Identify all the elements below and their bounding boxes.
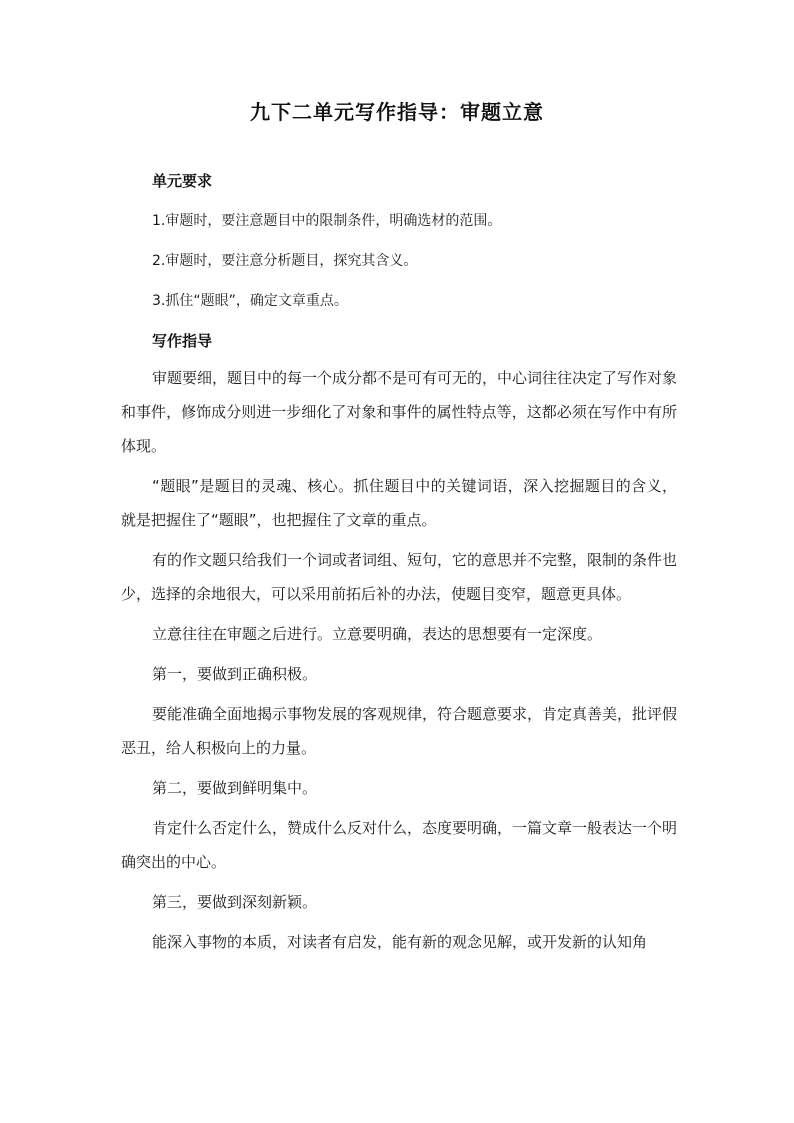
section-heading-unit-requirements: 单元要求 — [152, 172, 213, 190]
paragraph: 肯定什么否定什么，赞成什么反对什么，态度要明确，一篇文章一般表达一个明确突出的中心。 — [121, 819, 678, 871]
section-heading-writing-guide: 写作指导 — [152, 332, 213, 350]
paragraph: 要能准确全面地揭示事物发展的客观规律，符合题意要求，肯定真善美，批评假恶丑，给人积极向上的力量。 — [121, 705, 678, 757]
paragraph: “题眼”是题目的灵魂、核心。抓住题目中的关键词语，深入挖掘题目的含义，就是把握住了“题眼”，也把握住了文章的重点。 — [121, 477, 677, 529]
paragraph: 第二，要做到鲜明集中。 — [152, 779, 318, 797]
paragraph: 立意往往在审题之后进行。立意要明确，表达的思想要有一定深度。 — [152, 625, 603, 643]
paragraph: 第一，要做到正确积极。 — [152, 665, 318, 683]
paragraph: 有的作文题只给我们一个词或者词组、短句，它的意思并不完整，限制的条件也少，选择的余地很大，可以采用前拓后补的办法，使题目变窄，题意更具体。 — [121, 551, 678, 603]
document-title: 九下二单元写作指导：审题立意 — [250, 100, 544, 124]
document-body — [121, 167, 677, 959]
requirement-item: 1.审题时，要注意题目中的限制条件，明确选材的范围。 — [152, 213, 502, 229]
requirement-item: 3.抓住“题眼”，确定文章重点。 — [152, 293, 348, 309]
paragraph: 能深入事物的本质，对读者有启发，能有新的观念见解，或开发新的认知角 — [152, 933, 648, 951]
requirement-item: 2.审题时，要注意分析题目，探究其含义。 — [152, 253, 418, 269]
paragraph: 第三，要做到深刻新颖。 — [152, 893, 318, 911]
paragraph: 审题要细，题目中的每一个成分都不是可有可无的，中心词往往决定了写作对象和事件，修饰成分则进一步细化了对象和事件的属性特点等，这都必须在写作中有所体现。 — [121, 369, 678, 455]
